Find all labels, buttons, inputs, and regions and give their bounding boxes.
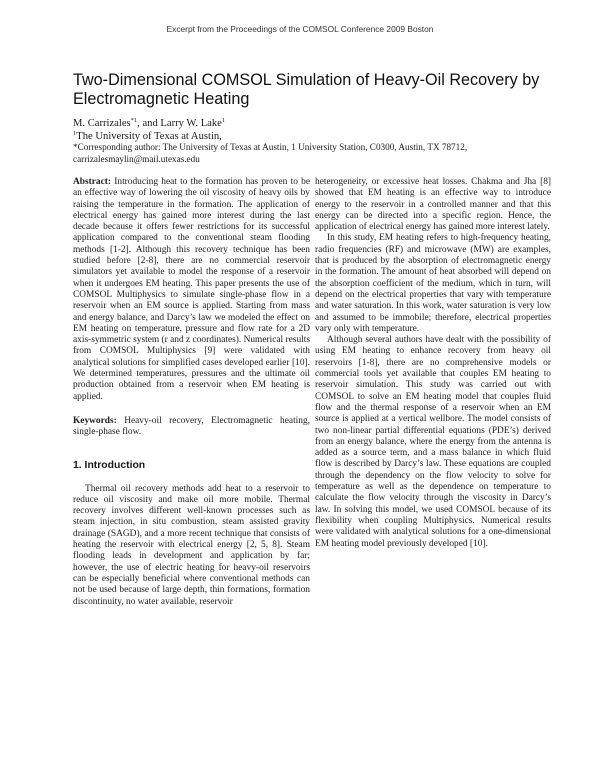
intro-paragraph: Thermal oil recovery methods add heat to a reservoir to reduce oil viscosity and make oil more mobile. Thermal recovery involves different well-known processes such as steam injection, in situ combustion, steam assisted gravity drainage (SAGD), and a more recent technique that consists of heating the reservoir with electrical energy [2, 5, 8]. Steam flooding leads in development and application by far; however, the use of electric heating for heavy-oil reservoirs can be especially beneficial where conventional methods can not be used because of large depth, thin formations, formation discontinuity, no water available, reservoir <box>73 483 310 607</box>
section-heading-introduction: 1. Introduction <box>73 459 146 471</box>
paper-title: Two-Dimensional COMSOL Simulation of Heavy-Oil Recovery by Electromagnetic Heating <box>73 71 540 108</box>
author-2-marker: 1 <box>221 117 226 124</box>
right-paragraph-3: Although several authors have dealt with the possibility of using EM heating to enhance recovery from heavy oil reservoirs [1-8], there are no comprehensive models or commercial tools yet available that couples EM heating to reservoir simulation. This study was carried out with COMSOL to solve an EM heating model that couples fluid flow and the thermal response of a reservoir when an EM source is applied at a vertical wellbore. The model consists of two non-linear partial differential equations (PDE’s) derived from an energy balance, where the energy from the antenna is added as a source term, and a mass balance in which fluid flow is described by Darcy’s law. These equations are coupled through the dependency on the flow velocity to solve for temperature as well as the dependence on temperature to calculate the flow velocity through the viscosity in Darcy’s law. In solving this model, we used COMSOL because of its flexibility when coupling Multiphysics. Numerical results were validated with analytical solutions for a one-dimensional EM heating model previously developed [10]. <box>315 335 551 549</box>
affiliation-marker: 1 <box>73 130 77 137</box>
keywords-label: Keywords: <box>73 415 117 426</box>
author-1: M. Carrizales <box>73 118 131 129</box>
right-paragraph-2: In this study, EM heating refers to high-frequency heating, radio frequencies (RF) and microwave (MW) are examples, that is produced by the absorption of electromagnetic energy in the formation. The amount of heat absorbed will depend on the absorption coefficient of the medium, which in turn, will depend on the electrical properties that vary with temperature and water saturation. In this work, water saturation is very low and assumed to be immobile; therefore, electrical properties vary only with temperature. <box>315 233 551 334</box>
corresponding-author: *Corresponding author: The University of Texas at Austin, 1 University Station, C0300, Austin, TX 78712, carrizalesmaylin@mail.utexas.edu <box>73 142 468 164</box>
affiliation-text: The University of Texas at Austin, <box>76 131 222 142</box>
abstract-label: Abstract: <box>73 177 112 187</box>
author-2: Larry W. Lake <box>160 118 222 129</box>
abstract-text: Introducing heat to the formation has proven to be an effective way of lowering the oil viscosity of heavy oils by raising the temperature in the formation. The application of electrical energy has gained more interest during the last decade because it offers fewer restrictions for its successful application compared to the conventional steam flooding methods [1-2]. Although this recovery technique has been studied before [2-8], there are no commercial reservoir simulators yet available to model the response of a reservoir when it undergoes EM heating. This paper presents the use of COMSOL Multiphysics to simulate single-phase flow in a reservoir when an EM source is applied. Starting from mass and energy balance, and Darcy’s law we modeled the effect on EM heating on temperature, pressure and flow rate for a 2D axis-symmetric system (r and z coordinates). Numerical results from COMSOL Multiphysics [9] were validated with analytical solutions for simplified cases developed earlier [10]. We determined temperatures, pressures and the ultimate oil production obtained from a reservoir when EM heating is applied. <box>73 177 310 402</box>
left-column <box>73 177 310 608</box>
author-1-marker: *1 <box>130 117 138 124</box>
abstract <box>73 177 310 403</box>
author-separator: , and <box>137 118 161 129</box>
conference-excerpt-note: Excerpt from the Proceedings of the COMSOL Conference 2009 Boston <box>166 24 434 34</box>
keywords <box>73 416 310 439</box>
right-column <box>315 177 551 550</box>
author-line <box>73 117 225 130</box>
keywords-text: Heavy-oil recovery, Electromagnetic heating, single-phase flow. <box>73 415 310 438</box>
right-paragraph-1: heterogeneity, or excessive heat losses. Chakma and Jha [8] showed that EM heating is an effective way to introduce energy to the reservoir in a controlled manner and that this energy can be directed into a specific region. Hence, the application of electrical energy has gained more interest lately. <box>315 177 551 233</box>
